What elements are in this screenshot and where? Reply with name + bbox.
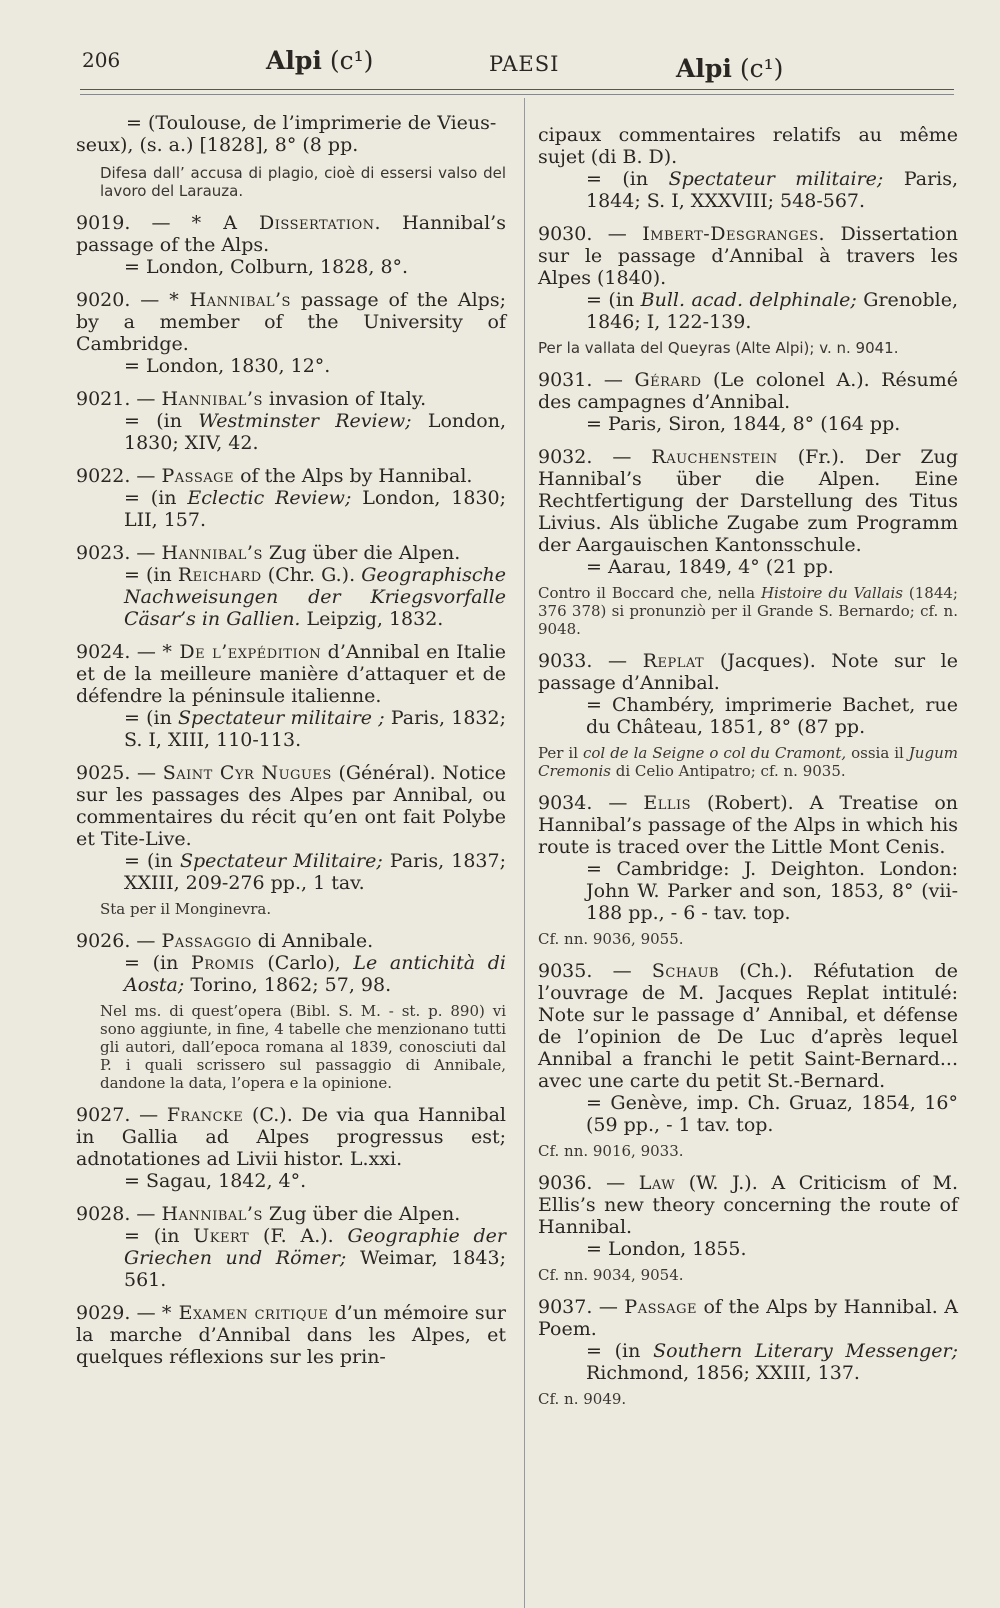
page-number: 206 — [82, 48, 121, 72]
running-header — [0, 0, 1000, 100]
right-column — [538, 124, 958, 1420]
entry-note: Per la vallata del Queyras (Alte Alpi); v. n. 9041. — [538, 339, 899, 357]
entry-note: Nel ms. di quest’opera (Bibl. S. M. - st. p. 890) vi sono aggiunte, in fine, 4 tabelle che menzionano tutti gli autori, dall’epoca romana al 1839, conosciuti dal P. i quali scrissero sul passaggio di Annibale, dandone la data, l’opera e la opinione. — [100, 1002, 507, 1092]
entry-9025: 9025. — Saint Cyr Nugues (Général). Notice sur les passages des Alpes par Annibal, ou commentaires du récit qu’en ont fait Polybe et Tite-Live. = (in Spectateur Militaire; Paris, 1837; XXIII, 209-276 pp., 1 tav. — [76, 762, 507, 894]
entry-9021: 9021. — Hannibal’s invasion of Italy. = (in Westminster Review; London, 1830; XIV, 42. — [76, 388, 506, 454]
entry-9032: 9032. — Rauchenstein (Fr.). Der Zug Hannibal’s über die Alpen. Eine Rechtfertigung der Darstellung des Titus Livius. Als übliche Zugabe zum Programm der Aargauischen Kantonsschule. = Aarau, 1849, 4° (21 pp. — [538, 446, 958, 578]
entry-continuation: cipaux commentaires relatifs au même sujet (di B. D). = (in Spectateur militaire; Paris, 1844; S. I, XXXVIII; 548-567. — [538, 124, 959, 212]
entry-9030: 9030. — Imbert-Desgranges. Dissertation sur le passage d’Annibal à travers les Alpes (1840). = (in Bull. acad. delphinale; Grenoble, 1846; I, 122-139. — [538, 223, 959, 333]
entry-note: Contro il Boccard che, nella Histoire du Vallais (1844; 376 378) si pronunziò per il Grande S. Bernardo; cf. n. 9048. — [538, 584, 958, 638]
entry-9034: 9034. — Ellis (Robert). A Treatise on Hannibal’s passage of the Alps in which his route is traced over the Little Mont Cenis. = Cambridge: J. Deighton. London: John W. Parker and son, 1853, 8° (vii-188 pp., - 6 - tav. top. — [538, 792, 959, 924]
entry-9023: 9023. — Hannibal’s Zug über die Alpen. = (in Reichard (Chr. G.). Geographische Nachweisungen der Kriegsvorfalle Cäsar’s in Gallien. Leipzig, 1832. — [76, 542, 507, 630]
entry-9027: 9027. — Francke (C.). De via qua Hannibal in Gallia ad Alpes progressus est; adnotationes ad Livii histor. L.xxi. = Sagau, 1842, 4°. — [76, 1104, 507, 1192]
entry-9037: 9037. — Passage of the Alps by Hannibal. A Poem. = (in Southern Literary Messenger; Richmond, 1856; XXIII, 137. — [538, 1296, 958, 1384]
entry-note: Cf. nn. 9036, 9055. — [538, 930, 684, 948]
entry-note: Cf. n. 9049. — [538, 1390, 627, 1408]
left-running-title: Alpi (c¹) — [266, 46, 374, 75]
entry-continuation: = (Toulouse, de l’imprimerie de Vieus- seux), (s. a.) [1828], 8° (8 pp. — [76, 112, 497, 156]
entry-note: Sta per il Monginevra. — [100, 900, 272, 918]
entry-note: Difesa dall’ accusa di plagio, cioè di essersi valso del lavoro del Larauza. — [100, 164, 506, 200]
entry-9024: 9024. — * De l’expédition d’Annibal en Italie et de la meilleure manière d’attaquer et de défendre la péninsule italienne. = (in Spectateur militaire ; Paris, 1832; S. I, XIII, 110-113. — [76, 641, 507, 751]
entry-9020: 9020. — * Hannibal’s passage of the Alps; by a member of the University of Cambridge. = London, 1830, 12°. — [76, 289, 506, 377]
entry-9019: 9019. — * A Dissertation. Hannibal’s passage of the Alps. = London, Colburn, 1828, 8°. — [76, 212, 506, 278]
entry-9036: 9036. — Law (W. J.). A Criticism of M. Ellis’s new theory concerning the route of Hannibal. = London, 1855. — [538, 1172, 958, 1260]
entry-9026: 9026. — Passaggio di Annibale. = (in Promis (Carlo), Le antichità di Aosta; Torino, 1862; 57, 98. — [76, 930, 506, 996]
entry-9033: 9033. — Replat (Jacques). Note sur le passage d’Annibal. = Chambéry, imprimerie Bachet, rue du Château, 1851, 8° (87 pp. — [538, 650, 959, 738]
entry-note: Cf. nn. 9016, 9033. — [538, 1142, 684, 1160]
entry-note: Per il col de la Seigne o col du Cramont, ossia il Jugum Cremonis di Celio Antipatro; cf. n. 9035. — [538, 744, 958, 780]
header-rule — [80, 89, 954, 90]
entry-9028: 9028. — Hannibal’s Zug über die Alpen. = (in Ukert (F. A.). Geographie der Griechen und Römer; Weimar, 1843; 561. — [76, 1203, 506, 1291]
column-divider — [524, 98, 525, 1608]
entry-9031: 9031. — Gérard (Le colonel A.). Résumé des campagnes d’Annibal. = Paris, Siron, 1844, 8° (164 pp. — [538, 369, 958, 435]
section-title: PAESI — [489, 52, 560, 76]
header-rule-secondary — [80, 94, 954, 95]
left-column — [76, 112, 506, 1379]
entry-9035: 9035. — Schaub (Ch.). Réfutation de l’ouvrage de M. Jacques Replat intitulé: Note sur le passage d’ Annibal, et défense de l’opinion de De Luc d’après lequel Annibal a franchi le petit Saint-Bernard... avec une carte du petit St.-Bernard. = Genève, imp. Ch. Gruaz, 1854, 16° (59 pp., - 1 tav. top. — [538, 960, 958, 1136]
entry-9022: 9022. — Passage of the Alps by Hannibal. = (in Eclectic Review; London, 1830; LII, 157. — [76, 465, 507, 531]
entry-9029: 9029. — * Examen critique d’un mémoire sur la marche d’Annibal dans les Alpes, et quelques réflexions sur les prin- — [76, 1302, 506, 1368]
entry-note: Cf. nn. 9034, 9054. — [538, 1266, 684, 1284]
right-running-title: Alpi (c¹) — [676, 54, 784, 83]
